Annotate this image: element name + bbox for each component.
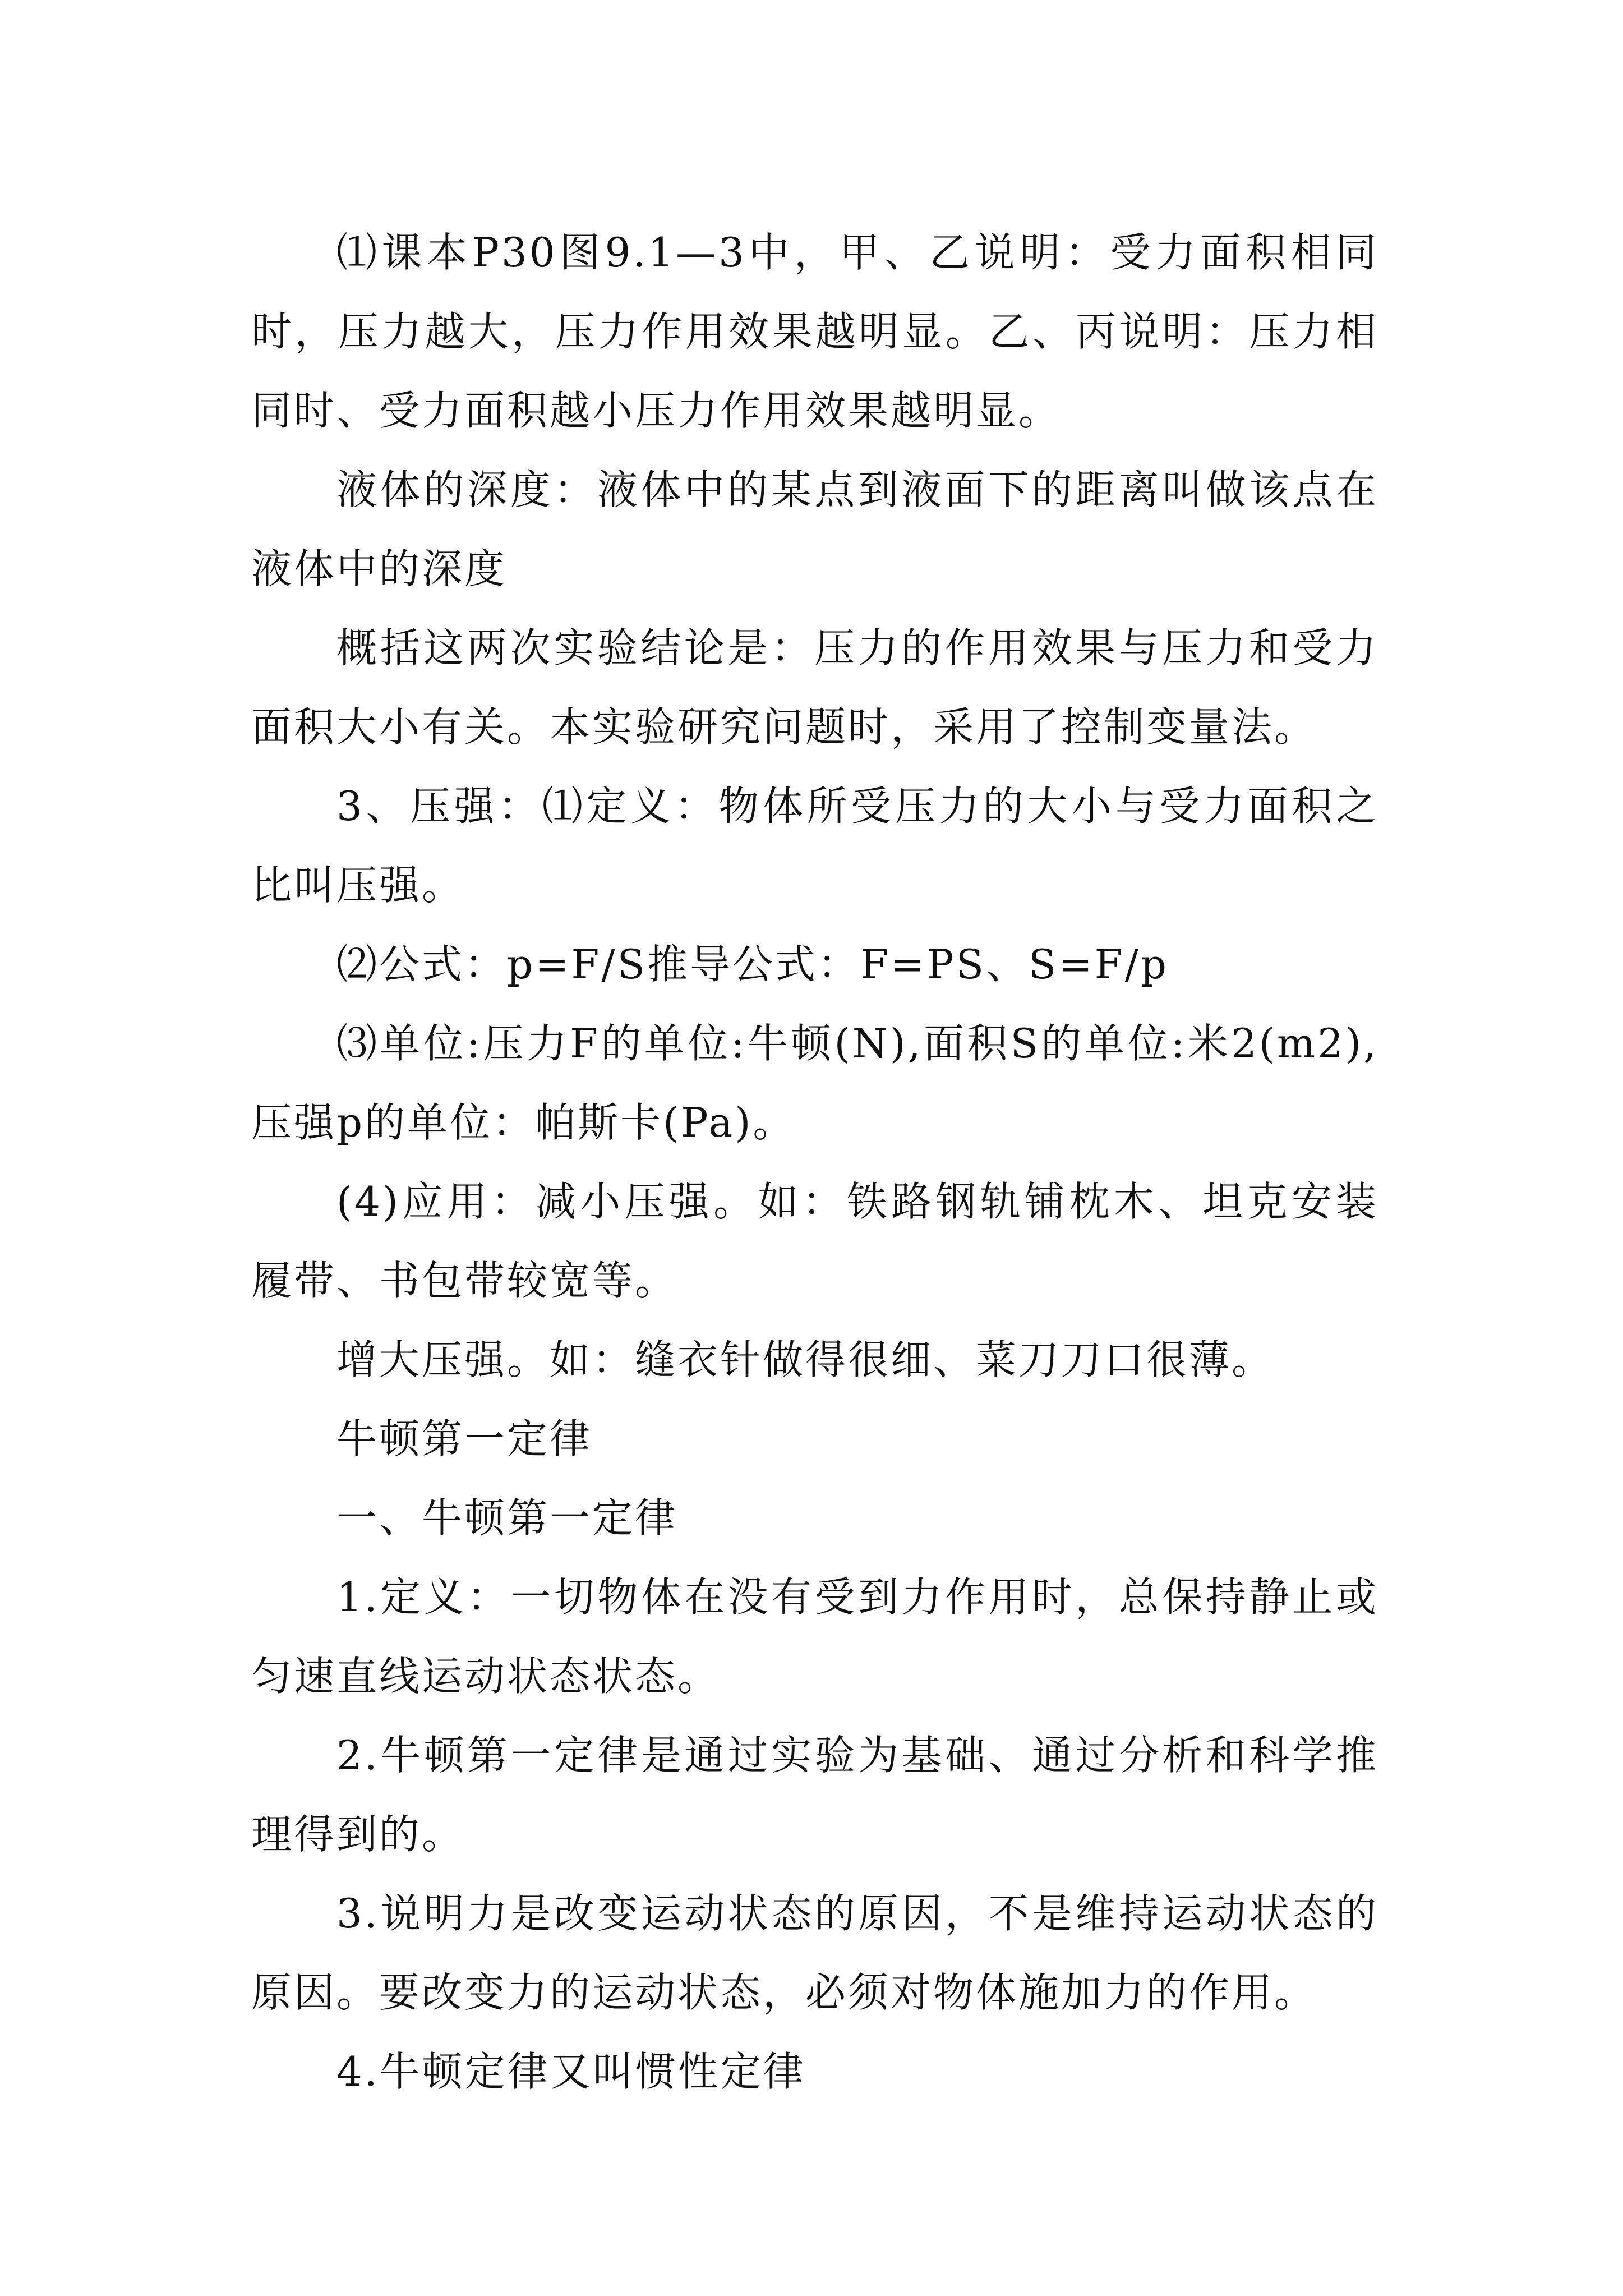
paragraph-pressure-definition: 3、压强：⑴定义：物体所受压力的大小与受力面积之比叫压强。 [251, 783, 1378, 909]
document-body [251, 213, 1378, 2111]
list-item-definition: 1.定义：一切物体在没有受到力作用时，总保持静止或匀速直线运动状态状态。 [251, 1573, 1378, 1700]
list-item-force-cause: 3.说明力是改变运动状态的原因，不是维持运动状态的原因。要改变力的运动状态，必须对物体施加力的作用。 [251, 1890, 1378, 2016]
section-heading-newton-first-law: 牛顿第一定律 [336, 1415, 593, 1462]
paragraph-liquid-depth: 液体的深度：液体中的某点到液面下的距离叫做该点在液体中的深度 [251, 466, 1378, 592]
list-item-inertia-law: 4.牛顿定律又叫惯性定律 [336, 2048, 806, 2095]
paragraph-increase-pressure: 增大压强。如：缝衣针做得很细、菜刀刀口很薄。 [336, 1336, 1275, 1383]
subheading-newton-first-law: 一、牛顿第一定律 [336, 1494, 678, 1542]
list-item-derivation: 2.牛顿第一定律是通过实验为基础、通过分析和科学推理得到的。 [251, 1732, 1378, 1858]
paragraph-reduce-pressure: (4)应用：减小压强。如：铁路钢轨铺枕木、坦克安装履带、书包带较宽等。 [251, 1178, 1378, 1304]
paragraph-pressure-effect-textbook: ⑴课本P30图9.1—3中，甲、乙说明：受力面积相同时，压力越大，压力作用效果越明显。乙、丙说明：压力相同时、受力面积越小压力作用效果越明显。 [251, 229, 1378, 434]
paragraph-pressure-units: ⑶单位:压力F的单位:牛顿(N),面积S的单位:米2(m2),压强p的单位：帕斯卡(Pa)。 [251, 1020, 1378, 1146]
paragraph-experiment-conclusion: 概括这两次实验结论是：压力的作用效果与压力和受力面积大小有关。本实验研究问题时，采用了控制变量法。 [251, 624, 1378, 751]
paragraph-pressure-formula: ⑵公式：p=F/S推导公式：F=PS、S=F/p [336, 941, 1169, 988]
